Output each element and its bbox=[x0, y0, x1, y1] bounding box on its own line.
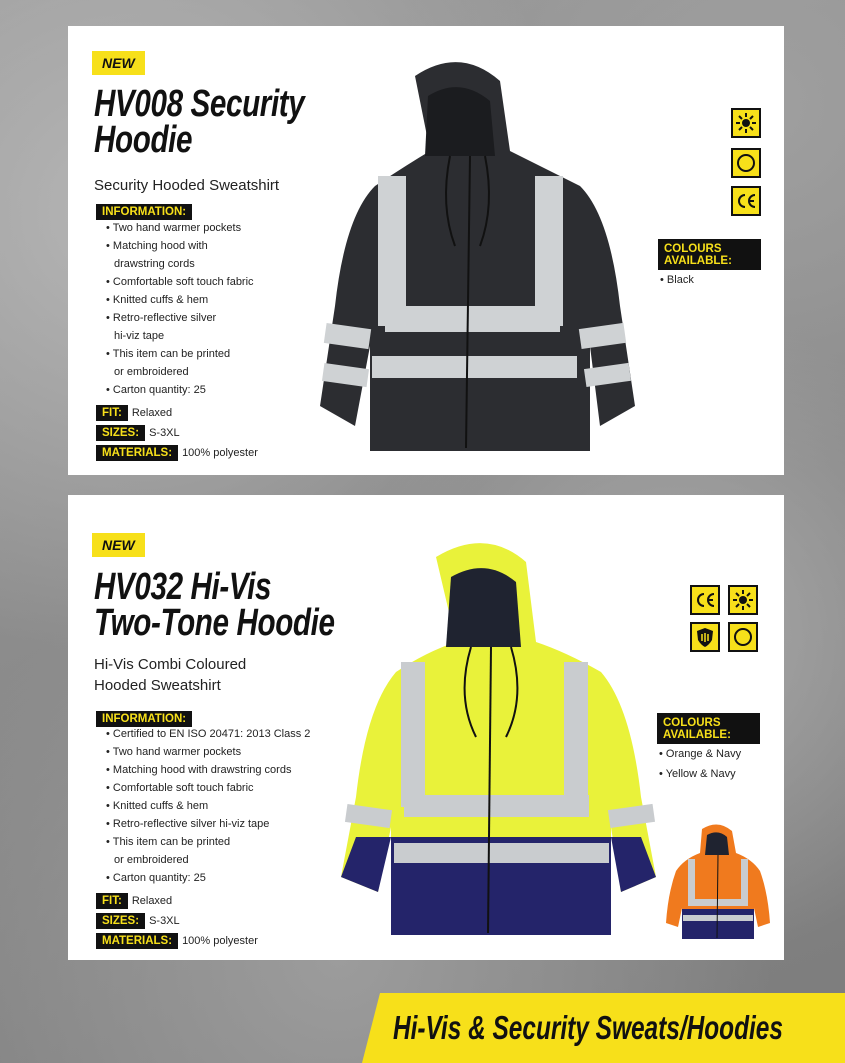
list-item: • Retro-reflective silver hi-viz tape bbox=[106, 815, 310, 833]
product-title-line: Two-Tone Hoodie bbox=[94, 602, 335, 644]
colours-list bbox=[659, 744, 741, 784]
materials-label: MATERIALS: bbox=[96, 933, 178, 949]
colours-heading-line: COLOURS bbox=[663, 717, 721, 729]
list-item: • Retro-reflective silver hi-viz tape bbox=[106, 309, 254, 345]
product-card-hv032 bbox=[68, 495, 784, 960]
colours-heading-line: COLOURS bbox=[664, 243, 722, 255]
list-item: • Carton quantity: 25 bbox=[106, 869, 310, 887]
list-item: • Orange & Navy bbox=[659, 744, 741, 764]
information-list bbox=[106, 725, 310, 887]
list-item: • Matching hood with drawstring cords bbox=[106, 761, 310, 779]
list-item: • Knitted cuffs & hem bbox=[106, 291, 254, 309]
footer-title: Hi-Vis & Security Sweats/Hoodies bbox=[393, 1009, 783, 1046]
list-item: • This item can be printed or embroidered bbox=[106, 345, 254, 381]
materials-spec bbox=[96, 445, 258, 461]
list-item: • Black bbox=[660, 270, 694, 290]
orange-navy-hoodie-image bbox=[664, 823, 772, 941]
colours-list bbox=[660, 270, 694, 290]
list-item: • Certified to EN ISO 20471: 2013 Class 2 bbox=[106, 725, 310, 743]
information-list bbox=[106, 219, 254, 399]
list-item: • Carton quantity: 25 bbox=[106, 381, 254, 399]
list-item: • Two hand warmer pockets bbox=[106, 219, 254, 237]
product-title-line: Hoodie bbox=[94, 119, 193, 161]
list-item: • Comfortable soft touch fabric bbox=[106, 779, 310, 797]
sizes-label: SIZES: bbox=[96, 425, 145, 441]
list-item: • Knitted cuffs & hem bbox=[106, 797, 310, 815]
subtitle-line: Security Hooded Sweatshirt bbox=[94, 177, 280, 194]
reflective-icon bbox=[728, 622, 758, 652]
sizes-value: S-3XL bbox=[149, 915, 180, 927]
sizes-spec bbox=[96, 913, 180, 929]
sizes-spec bbox=[96, 425, 180, 441]
fit-value: Relaxed bbox=[131, 407, 173, 419]
product-subtitle bbox=[94, 175, 279, 196]
list-item: • Two hand warmer pockets bbox=[106, 743, 310, 761]
list-item: • Matching hood with drawstring cords bbox=[106, 237, 254, 273]
product-title bbox=[94, 83, 305, 161]
colours-heading-line: AVAILABLE: bbox=[664, 255, 732, 267]
fit-spec bbox=[96, 893, 172, 909]
subtitle-line: Hooded Sweatshirt bbox=[94, 677, 221, 694]
ce-mark-icon bbox=[690, 585, 720, 615]
sun-protection-icon bbox=[728, 585, 758, 615]
colours-available-heading bbox=[658, 239, 761, 270]
information-label: INFORMATION: bbox=[96, 711, 192, 727]
sun-protection-icon bbox=[731, 108, 761, 138]
yellow-navy-hoodie-image bbox=[316, 537, 666, 937]
ce-mark-icon bbox=[731, 186, 761, 216]
product-subtitle bbox=[94, 654, 246, 696]
colours-available-heading bbox=[657, 713, 760, 744]
list-item: • Comfortable soft touch fabric bbox=[106, 273, 254, 291]
black-hoodie-image bbox=[290, 56, 650, 456]
materials-label: MATERIALS: bbox=[96, 445, 178, 461]
list-item: • This item can be printed or embroidered bbox=[106, 833, 310, 869]
materials-value: 100% polyester bbox=[182, 935, 258, 947]
colours-heading-line: AVAILABLE: bbox=[663, 729, 731, 741]
reflective-icon bbox=[731, 148, 761, 178]
fit-label: FIT: bbox=[96, 893, 128, 909]
fit-label: FIT: bbox=[96, 405, 128, 421]
fit-value: Relaxed bbox=[131, 895, 173, 907]
information-label: INFORMATION: bbox=[96, 204, 192, 220]
materials-value: 100% polyester bbox=[182, 447, 258, 459]
hi-vis-shield-icon bbox=[690, 622, 720, 652]
subtitle-line: Hi-Vis Combi Coloured bbox=[94, 656, 247, 673]
product-title-line: HV008 Security bbox=[94, 83, 305, 125]
fit-spec bbox=[96, 405, 172, 421]
list-item: • Yellow & Navy bbox=[659, 764, 741, 784]
sizes-label: SIZES: bbox=[96, 913, 145, 929]
product-card-hv008 bbox=[68, 26, 784, 475]
new-badge: NEW bbox=[92, 51, 145, 75]
materials-spec bbox=[96, 933, 258, 949]
information-heading bbox=[96, 202, 192, 220]
product-title bbox=[94, 566, 335, 644]
new-badge: NEW bbox=[92, 533, 145, 557]
sizes-value: S-3XL bbox=[149, 427, 180, 439]
product-title-line: HV032 Hi-Vis bbox=[94, 566, 272, 608]
